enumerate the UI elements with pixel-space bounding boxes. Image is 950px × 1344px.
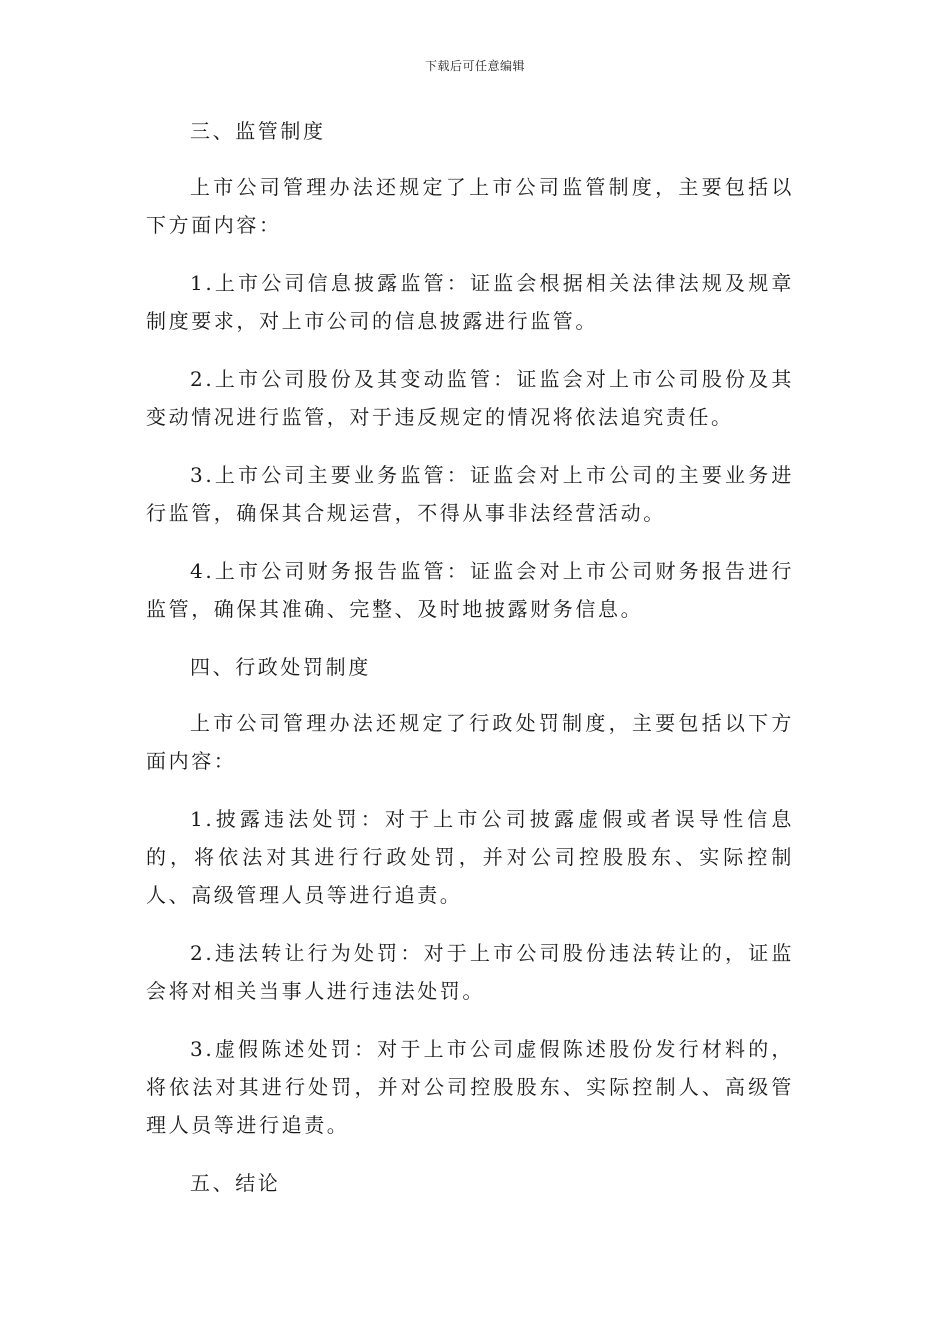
list-item: 3.虚假陈述处罚：对于上市公司虚假陈述股份发行材料的，将依法对其进行处罚，并对公司控股股东、实际控制人、高级管理人员等进行追责。 <box>146 1037 794 1137</box>
list-item: 1.披露违法处罚：对于上市公司披露虚假或者误导性信息的，将依法对其进行行政处罚，并对公司控股股东、实际控制人、高级管理人员等进行追责。 <box>146 807 794 907</box>
list-item: 3.上市公司主要业务监管：证监会对上市公司的主要业务进行监管，确保其合规运营，不得从事非法经营活动。 <box>146 463 794 525</box>
paragraph: 上市公司管理办法还规定了行政处罚制度，主要包括以下方面内容： <box>146 711 794 773</box>
list-item: 1.上市公司信息披露监管：证监会根据相关法律法规及规章制度要求，对上市公司的信息披露进行监管。 <box>146 271 794 333</box>
section-heading-conclusion: 五、结论 <box>190 1171 281 1195</box>
list-item: 4.上市公司财务报告监管：证监会对上市公司财务报告进行监管，确保其准确、完整、及时地披露财务信息。 <box>146 559 794 621</box>
page-header-note: 下载后可任意编辑 <box>424 59 525 73</box>
section-heading-penalty: 四、行政处罚制度 <box>190 655 371 679</box>
paragraph: 上市公司管理办法还规定了上市公司监管制度，主要包括以下方面内容： <box>146 175 794 237</box>
list-item: 2.违法转让行为处罚：对于上市公司股份违法转让的，证监会将对相关当事人进行违法处罚。 <box>146 941 794 1003</box>
document-body <box>146 112 794 1220</box>
section-heading-supervision: 三、监管制度 <box>190 119 326 143</box>
list-item: 2.上市公司股份及其变动监管：证监会对上市公司股份及其变动情况进行监管，对于违反规定的情况将依法追究责任。 <box>146 367 794 429</box>
